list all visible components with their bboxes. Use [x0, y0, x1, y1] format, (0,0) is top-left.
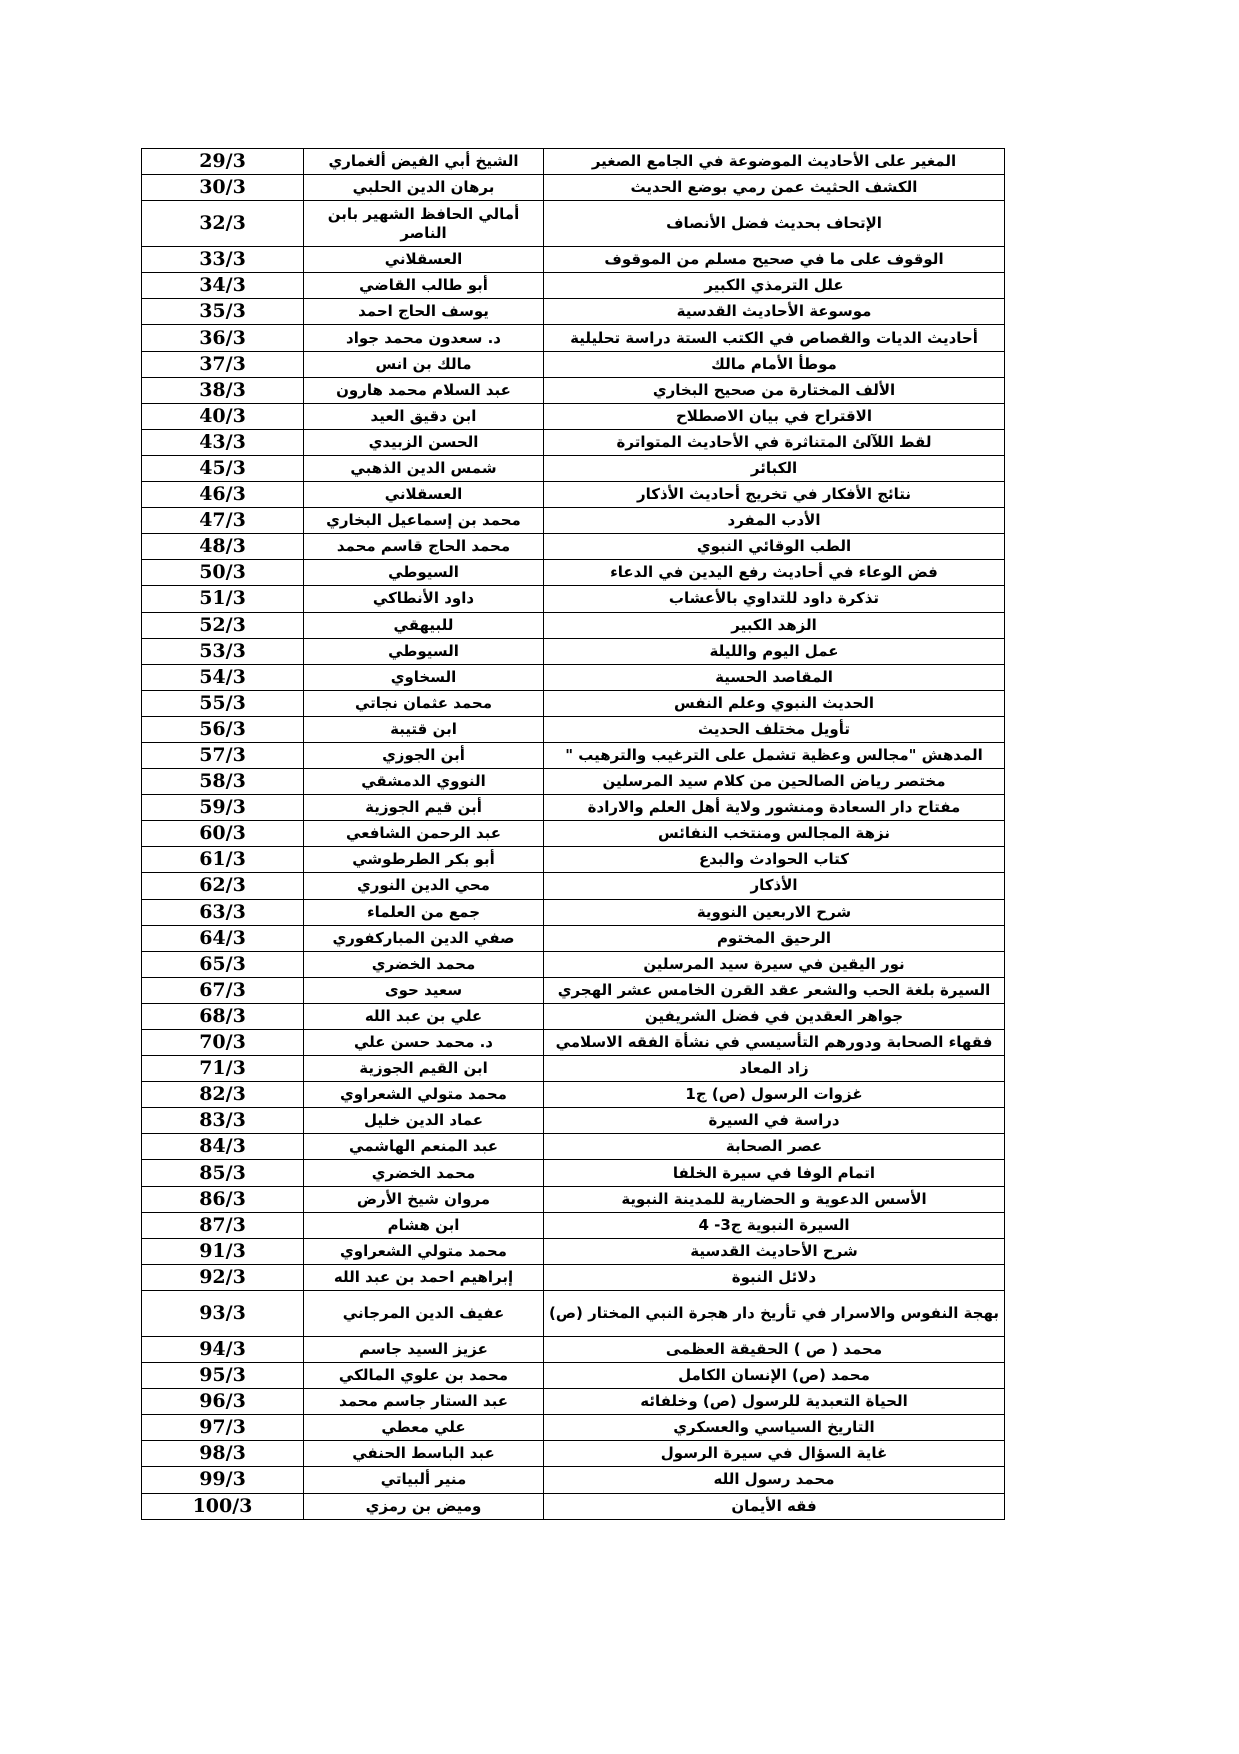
- author-cell: مالك بن انس: [304, 351, 544, 377]
- author-cell: شمس الدين الذهبي: [304, 455, 544, 481]
- call-number-cell: 94/3: [142, 1336, 304, 1362]
- call-number-cell: 29/3: [142, 149, 304, 175]
- table-row: [142, 377, 1005, 403]
- author-cell: ابن قتيبة: [304, 716, 544, 742]
- author-cell: أبو طالب القاضي: [304, 273, 544, 299]
- author-cell: محمد بن إسماعيل البخاري: [304, 508, 544, 534]
- title-cell: دلائل النبوة: [544, 1264, 1005, 1290]
- table-row: [142, 1134, 1005, 1160]
- title-cell: الحياة التعبدية للرسول (ص) وخلفائه: [544, 1389, 1005, 1415]
- call-number-cell: 59/3: [142, 795, 304, 821]
- title-cell: الألف المختارة من صحيح البخاري: [544, 377, 1005, 403]
- table-row: [142, 534, 1005, 560]
- title-cell: عمل اليوم والليلة: [544, 638, 1005, 664]
- table-row: [142, 1160, 1005, 1186]
- call-number-cell: 93/3: [142, 1290, 304, 1336]
- title-cell: نتائج الأفكار في تخريج أحاديث الأذكار: [544, 482, 1005, 508]
- table-row: [142, 1467, 1005, 1493]
- call-number-cell: 83/3: [142, 1108, 304, 1134]
- table-row: [142, 299, 1005, 325]
- author-cell: الحسن الزبيدي: [304, 429, 544, 455]
- author-cell: سعيد حوى: [304, 977, 544, 1003]
- call-number-cell: 97/3: [142, 1415, 304, 1441]
- table-row: [142, 455, 1005, 481]
- author-cell: محمد متولي الشعراوي: [304, 1238, 544, 1264]
- table-row: [142, 638, 1005, 664]
- title-cell: الإتحاف بحديث فضل الأنصاف: [544, 201, 1005, 247]
- title-cell: نزهة المجالس ومنتخب النفائس: [544, 821, 1005, 847]
- call-number-cell: 58/3: [142, 769, 304, 795]
- call-number-cell: 52/3: [142, 612, 304, 638]
- title-cell: لقط اللآلئ المتناثرة في الأحاديث المتواترة: [544, 429, 1005, 455]
- author-cell: محمد عثمان نجاتي: [304, 690, 544, 716]
- call-number-cell: 98/3: [142, 1441, 304, 1467]
- title-cell: غزوات الرسول (ص) ج1: [544, 1082, 1005, 1108]
- table-row: [142, 1030, 1005, 1056]
- author-cell: عزيز السيد جاسم: [304, 1336, 544, 1362]
- title-cell: نور اليقين في سيرة سيد المرسلين: [544, 951, 1005, 977]
- author-cell: د. سعدون محمد جواد: [304, 325, 544, 351]
- author-cell: أبو بكر الطرطوشي: [304, 847, 544, 873]
- author-cell: عفيف الدين المرجاني: [304, 1290, 544, 1336]
- author-cell: أمالي الحافظ الشهير بابن الناصر: [304, 201, 544, 247]
- author-cell: عماد الدين خليل: [304, 1108, 544, 1134]
- call-number-cell: 48/3: [142, 534, 304, 560]
- table-row: [142, 351, 1005, 377]
- title-cell: الاقتراح في بيان الاصطلاح: [544, 403, 1005, 429]
- table-row: [142, 586, 1005, 612]
- author-cell: عبد الستار جاسم محمد: [304, 1389, 544, 1415]
- author-cell: ابن القيم الجوزية: [304, 1056, 544, 1082]
- author-cell: عبد الباسط الحنفي: [304, 1441, 544, 1467]
- call-number-cell: 68/3: [142, 1003, 304, 1029]
- books-table: [141, 148, 1005, 1520]
- title-cell: الأذكار: [544, 873, 1005, 899]
- table-row: [142, 1003, 1005, 1029]
- call-number-cell: 53/3: [142, 638, 304, 664]
- author-cell: العسقلاني: [304, 247, 544, 273]
- call-number-cell: 57/3: [142, 742, 304, 768]
- table-row: [142, 1389, 1005, 1415]
- author-cell: محمد الخضري: [304, 951, 544, 977]
- call-number-cell: 33/3: [142, 247, 304, 273]
- title-cell: اتمام الوفا في سيرة الخلفا: [544, 1160, 1005, 1186]
- table-row: [142, 899, 1005, 925]
- title-cell: كتاب الحوادث والبدع: [544, 847, 1005, 873]
- author-cell: محمد متولي الشعراوي: [304, 1082, 544, 1108]
- title-cell: الطب الوقائي النبوي: [544, 534, 1005, 560]
- title-cell: المقاصد الحسية: [544, 664, 1005, 690]
- title-cell: شرح الاربعين النووية: [544, 899, 1005, 925]
- call-number-cell: 62/3: [142, 873, 304, 899]
- title-cell: المدهش "مجالس وعظية تشمل على الترغيب والترهيب ": [544, 742, 1005, 768]
- author-cell: السخاوي: [304, 664, 544, 690]
- table-row: [142, 1264, 1005, 1290]
- author-cell: أبن قيم الجوزية: [304, 795, 544, 821]
- table-row: [142, 873, 1005, 899]
- call-number-cell: 45/3: [142, 455, 304, 481]
- call-number-cell: 64/3: [142, 925, 304, 951]
- title-cell: الوقوف على ما في صحيح مسلم من الموقوف: [544, 247, 1005, 273]
- table-row: [142, 664, 1005, 690]
- table-row: [142, 716, 1005, 742]
- table-row: [142, 325, 1005, 351]
- table-row: [142, 201, 1005, 247]
- title-cell: التاريخ السياسي والعسكري: [544, 1415, 1005, 1441]
- table-row: [142, 1056, 1005, 1082]
- author-cell: برهان الدين الحلبي: [304, 175, 544, 201]
- table-row: [142, 149, 1005, 175]
- author-cell: الشيخ أبي الفيض ألغماري: [304, 149, 544, 175]
- call-number-cell: 70/3: [142, 1030, 304, 1056]
- author-cell: عبد المنعم الهاشمي: [304, 1134, 544, 1160]
- title-cell: علل الترمذي الكبير: [544, 273, 1005, 299]
- author-cell: منير ألبياتي: [304, 1467, 544, 1493]
- table-row: [142, 1441, 1005, 1467]
- author-cell: جمع من العلماء: [304, 899, 544, 925]
- title-cell: موطأ الأمام مالك: [544, 351, 1005, 377]
- title-cell: مختصر رياض الصالحين من كلام سيد المرسلين: [544, 769, 1005, 795]
- table-row: [142, 247, 1005, 273]
- table-row: [142, 925, 1005, 951]
- title-cell: محمد (ص) الإنسان الكامل: [544, 1363, 1005, 1389]
- author-cell: محمد الخضري: [304, 1160, 544, 1186]
- call-number-cell: 54/3: [142, 664, 304, 690]
- call-number-cell: 71/3: [142, 1056, 304, 1082]
- title-cell: زاد المعاد: [544, 1056, 1005, 1082]
- author-cell: صفي الدين المباركفوري: [304, 925, 544, 951]
- table-row: [142, 1493, 1005, 1519]
- title-cell: تذكرة داود للتداوي بالأعشاب: [544, 586, 1005, 612]
- call-number-cell: 50/3: [142, 560, 304, 586]
- call-number-cell: 65/3: [142, 951, 304, 977]
- call-number-cell: 32/3: [142, 201, 304, 247]
- table-row: [142, 1238, 1005, 1264]
- author-cell: ابن دقيق العيد: [304, 403, 544, 429]
- call-number-cell: 37/3: [142, 351, 304, 377]
- title-cell: السيرة النبوية ج3- 4: [544, 1212, 1005, 1238]
- author-cell: مروان شيخ الأرض: [304, 1186, 544, 1212]
- call-number-cell: 92/3: [142, 1264, 304, 1290]
- author-cell: علي معطي: [304, 1415, 544, 1441]
- call-number-cell: 84/3: [142, 1134, 304, 1160]
- author-cell: عبد السلام محمد هارون: [304, 377, 544, 403]
- table-row: [142, 612, 1005, 638]
- author-cell: محمد بن علوي المالكي: [304, 1363, 544, 1389]
- author-cell: علي بن عبد الله: [304, 1003, 544, 1029]
- title-cell: بهجة النفوس والاسرار في تأريخ دار هجرة النبي المختار (ص): [544, 1290, 1005, 1336]
- table-row: [142, 742, 1005, 768]
- table-row: [142, 1082, 1005, 1108]
- title-cell: الكبائر: [544, 455, 1005, 481]
- table-row: [142, 1290, 1005, 1336]
- author-cell: السيوطي: [304, 638, 544, 664]
- call-number-cell: 87/3: [142, 1212, 304, 1238]
- table-row: [142, 821, 1005, 847]
- call-number-cell: 91/3: [142, 1238, 304, 1264]
- table-row: [142, 977, 1005, 1003]
- author-cell: السيوطي: [304, 560, 544, 586]
- call-number-cell: 100/3: [142, 1493, 304, 1519]
- call-number-cell: 56/3: [142, 716, 304, 742]
- author-cell: وميض بن رمزي: [304, 1493, 544, 1519]
- title-cell: دراسة في السيرة: [544, 1108, 1005, 1134]
- call-number-cell: 46/3: [142, 482, 304, 508]
- call-number-cell: 51/3: [142, 586, 304, 612]
- author-cell: ابن هشام: [304, 1212, 544, 1238]
- author-cell: د. محمد حسن علي: [304, 1030, 544, 1056]
- title-cell: الأدب المفرد: [544, 508, 1005, 534]
- title-cell: الزهد الكبير: [544, 612, 1005, 638]
- call-number-cell: 96/3: [142, 1389, 304, 1415]
- title-cell: السيرة بلغة الحب والشعر عقد القرن الخامس عشر الهجري: [544, 977, 1005, 1003]
- title-cell: فقه الأيمان: [544, 1493, 1005, 1519]
- author-cell: للبيهقي: [304, 612, 544, 638]
- author-cell: العسقلاني: [304, 482, 544, 508]
- call-number-cell: 67/3: [142, 977, 304, 1003]
- title-cell: الحديث النبوي وعلم النفس: [544, 690, 1005, 716]
- call-number-cell: 35/3: [142, 299, 304, 325]
- title-cell: غاية السؤال في سيرة الرسول: [544, 1441, 1005, 1467]
- title-cell: الأسس الدعوية و الحضارية للمدينة النبوية: [544, 1186, 1005, 1212]
- table-row: [142, 1363, 1005, 1389]
- table-row: [142, 508, 1005, 534]
- title-cell: فض الوعاء في أحاديث رفع اليدين في الدعاء: [544, 560, 1005, 586]
- title-cell: الرحيق المختوم: [544, 925, 1005, 951]
- call-number-cell: 47/3: [142, 508, 304, 534]
- call-number-cell: 43/3: [142, 429, 304, 455]
- table-row: [142, 175, 1005, 201]
- table-row: [142, 1336, 1005, 1362]
- author-cell: إبراهيم احمد بن عبد الله: [304, 1264, 544, 1290]
- title-cell: عصر الصحابة: [544, 1134, 1005, 1160]
- title-cell: محمد رسول الله: [544, 1467, 1005, 1493]
- call-number-cell: 63/3: [142, 899, 304, 925]
- call-number-cell: 95/3: [142, 1363, 304, 1389]
- table-row: [142, 560, 1005, 586]
- call-number-cell: 82/3: [142, 1082, 304, 1108]
- title-cell: أحاديث الديات والقصاص في الكتب الستة دراسة تحليلية: [544, 325, 1005, 351]
- call-number-cell: 55/3: [142, 690, 304, 716]
- title-cell: المغير على الأحاديث الموضوعة في الجامع الصغير: [544, 149, 1005, 175]
- table-row: [142, 1212, 1005, 1238]
- author-cell: يوسف الحاج احمد: [304, 299, 544, 325]
- table-row: [142, 403, 1005, 429]
- table-row: [142, 1186, 1005, 1212]
- call-number-cell: 40/3: [142, 403, 304, 429]
- table-row: [142, 690, 1005, 716]
- title-cell: جواهر العقدين في فضل الشريفين: [544, 1003, 1005, 1029]
- author-cell: داود الأنطاكي: [304, 586, 544, 612]
- title-cell: مفتاح دار السعادة ومنشور ولاية أهل العلم والارادة: [544, 795, 1005, 821]
- title-cell: فقهاء الصحابة ودورهم التأسيسي في نشأة الفقه الاسلامي: [544, 1030, 1005, 1056]
- title-cell: شرح الأحاديث القدسية: [544, 1238, 1005, 1264]
- call-number-cell: 60/3: [142, 821, 304, 847]
- author-cell: عبد الرحمن الشافعي: [304, 821, 544, 847]
- call-number-cell: 38/3: [142, 377, 304, 403]
- table-row: [142, 482, 1005, 508]
- call-number-cell: 61/3: [142, 847, 304, 873]
- call-number-cell: 34/3: [142, 273, 304, 299]
- call-number-cell: 36/3: [142, 325, 304, 351]
- table-row: [142, 769, 1005, 795]
- call-number-cell: 99/3: [142, 1467, 304, 1493]
- title-cell: الكشف الحثيث عمن رمي بوضع الحديث: [544, 175, 1005, 201]
- books-table-body: [142, 149, 1005, 1520]
- table-row: [142, 847, 1005, 873]
- table-row: [142, 951, 1005, 977]
- author-cell: أبن الجوزي: [304, 742, 544, 768]
- call-number-cell: 86/3: [142, 1186, 304, 1212]
- title-cell: محمد ( ص ) الحقيقة العظمى: [544, 1336, 1005, 1362]
- call-number-cell: 85/3: [142, 1160, 304, 1186]
- author-cell: محي الدين النوري: [304, 873, 544, 899]
- author-cell: النووي الدمشقي: [304, 769, 544, 795]
- table-row: [142, 1415, 1005, 1441]
- table-row: [142, 429, 1005, 455]
- title-cell: موسوعة الأحاديث القدسية: [544, 299, 1005, 325]
- author-cell: محمد الحاج قاسم محمد: [304, 534, 544, 560]
- table-row: [142, 795, 1005, 821]
- table-row: [142, 1108, 1005, 1134]
- title-cell: تأويل مختلف الحديث: [544, 716, 1005, 742]
- table-row: [142, 273, 1005, 299]
- call-number-cell: 30/3: [142, 175, 304, 201]
